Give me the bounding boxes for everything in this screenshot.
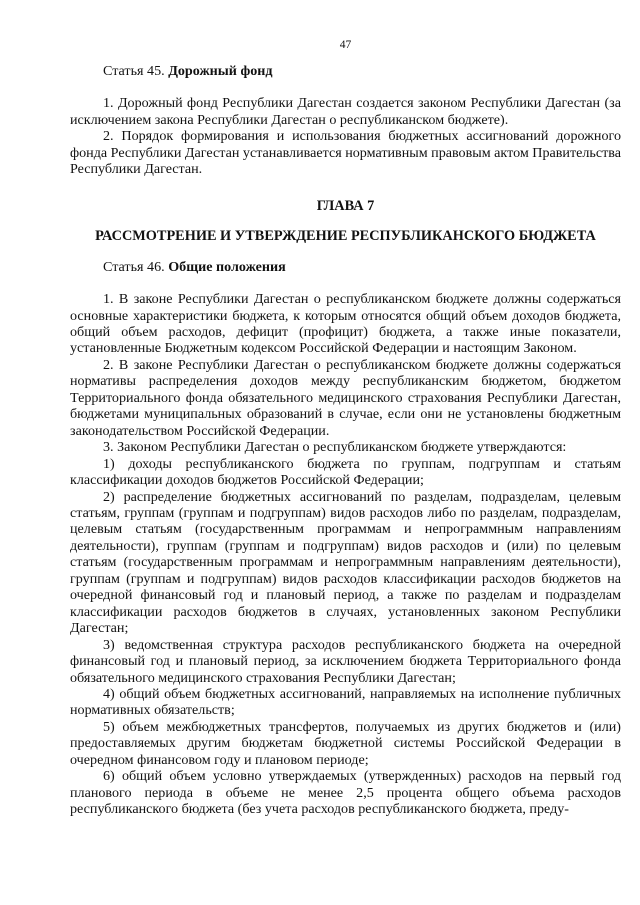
article-46-item-5: 5) объем межбюджетных трансфертов, получаемых из других бюджетов и (или) предоставляемых другим бюджетам бюджетной системы Российской Федерации в очередном финансовом году и плановом периоде;: [70, 718, 621, 768]
spacer: [70, 178, 621, 198]
page-content: [70, 63, 621, 818]
spacer: [70, 245, 621, 259]
chapter-label: ГЛАВА 7: [316, 197, 375, 214]
article-46-item-2: 2) распределение бюджетных ассигнований по разделам, подразделам, целевым статьям, группам (группам и подгруппам) видов расходов либо по разделам, подразделам, целевым статьям (государственным программам и непрограммным направлениям деятельности), группам (группам и подгруппам) видов расходов и (или) по целевым статьям (государственным программам и непрограммным направлениям деятельности), группам (группам и подгруппам) видов расходов классификации расходов бюджетов на очередной финансовый год и плановый период, а также по разделам и подразделам классификации расходов бюджетов в случаях, установленных законом Республики Дагестан;: [70, 488, 621, 637]
article-45-heading: [70, 63, 621, 79]
article-45-prefix: Статья 45.: [103, 63, 165, 79]
article-46-item-4: 4) общий объем бюджетных ассигнований, направляемых на исполнение публичных нормативных обязательств;: [70, 685, 621, 719]
spacer: [70, 214, 621, 228]
chapter-title: РАССМОТРЕНИЕ И УТВЕРЖДЕНИЕ РЕСПУБЛИКАНСКОГО БЮДЖЕТА: [95, 228, 596, 245]
article-46-item-6: 6) общий объем условно утверждаемых (утвержденных) расходов на первый год планового периода в объеме не менее 2,5 процента общего объема расходов республиканского бюджета (без учета расходов республиканского бюджета, преду-: [70, 768, 621, 818]
article-46-paragraph-2: 2. В законе Республики Дагестан о республиканском бюджете должны содержаться нормативы распределения доходов между республиканским бюджетом, бюджетом Территориального фонда обязательного медицинского страхования Республики Дагестан, бюджетами муниципальных образований в случае, если они не установлены бюджетным законодательством Российской Федерации.: [70, 356, 621, 439]
article-46-item-1: 1) доходы республиканского бюджета по группам, подгруппам и статьям классификации доходов бюджетов Российской Федерации;: [70, 455, 621, 489]
article-46-item-3: 3) ведомственная структура расходов республиканского бюджета на очередной финансовый год и плановый период, за исключением бюджета Территориального фонда обязательного медицинского страхования Республики Дагестан;: [70, 636, 621, 686]
article-46-paragraph-1: 1. В законе Республики Дагестан о республиканском бюджете должны содержаться основные характеристики бюджета, к которым относятся общий объем доходов бюджета, общий объем расходов, дефицит (профицит) бюджета, а также иные показатели, установленные Бюджетным кодексом Российской Федерации и настоящим Законом.: [70, 291, 621, 357]
article-46-prefix: Статья 46.: [103, 258, 165, 275]
spacer: [70, 275, 621, 291]
document-page: [70, 0, 621, 905]
article-45-paragraph-2: 2. Порядок формирования и использования бюджетных ассигнований дорожного фонда Республики Дагестан устанавливается нормативным правовым актом Правительства Республики Дагестан.: [70, 128, 621, 178]
article-46-heading: [70, 259, 621, 275]
article-46-paragraph-3: 3. Законом Республики Дагестан о республиканском бюджете утверждаются:: [103, 439, 567, 456]
article-46-title: Общие положения: [168, 258, 286, 275]
article-45-title: Дорожный фонд: [168, 63, 273, 79]
article-45-paragraph-1: 1. Дорожный фонд Республики Дагестан создается законом Республики Дагестан (за исключением закона Республики Дагестан о республиканском бюджете).: [70, 95, 621, 128]
page-number: 47: [339, 39, 352, 51]
spacer: [70, 79, 621, 95]
